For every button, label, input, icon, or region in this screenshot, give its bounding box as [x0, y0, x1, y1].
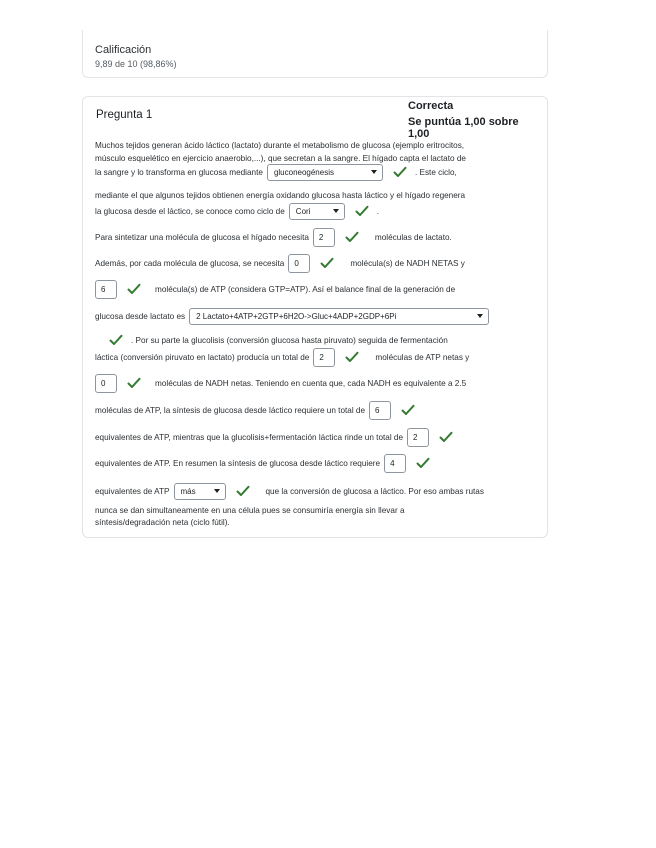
atp-total-glycolysis-input[interactable]: 2: [407, 428, 429, 447]
text-line: Muchos tejidos generan ácido láctico (lactato) durante el metabolismo de glucosa (ejemplo eritrocitos,: [95, 141, 465, 150]
text-row: [95, 348, 469, 366]
text-row: [95, 401, 423, 419]
question-state: Correcta: [408, 100, 454, 112]
check-icon: [345, 231, 359, 243]
chevron-down-icon: [214, 489, 220, 493]
text-fragment: la glucosa desde el láctico, se conoce como ciclo de: [95, 206, 285, 216]
check-icon: [236, 485, 250, 497]
text-fragment: Para sintetizar una molécula de glucosa el hígado necesita: [95, 232, 309, 242]
text-fragment: . Por su parte la glucolisis (conversión glucosa hasta piruvato) seguida de fermentación: [131, 335, 448, 345]
pathway-select[interactable]: [267, 164, 383, 181]
chevron-down-icon: [477, 314, 483, 318]
check-icon: [439, 431, 453, 443]
check-icon: [355, 205, 369, 217]
lactate-input[interactable]: 2: [313, 228, 335, 247]
nadh-glycolysis-input[interactable]: 0: [95, 374, 117, 393]
text-fragment: glucosa desde lactato es: [95, 311, 186, 321]
text-row: [103, 331, 448, 349]
text-fragment: moléculas de ATP, la síntesis de glucosa desde láctico requiere un total de: [95, 405, 366, 415]
chevron-down-icon: [333, 209, 339, 213]
question-text: [95, 140, 537, 165]
text-fragment: síntesis/degradación neta (ciclo fútil).: [95, 517, 230, 527]
chevron-down-icon: [371, 170, 377, 174]
text-fragment: equivalentes de ATP. En resumen la síntesis de glucosa desde láctico requiere: [95, 458, 381, 468]
text-row: [91, 374, 466, 392]
text-row: [95, 428, 461, 446]
text-row: [91, 280, 455, 298]
text-fragment: Además, por cada molécula de glucosa, se necesita: [95, 258, 285, 268]
text-fragment: nunca se dan simultaneamente en una célula pues se consumiría energía sin llevar a: [95, 505, 405, 515]
text-fragment: equivalentes de ATP: [95, 486, 170, 496]
question-score: Se puntúa 1,00 sobre 1,00: [408, 116, 519, 140]
check-icon: [393, 166, 407, 178]
check-icon: [320, 257, 334, 269]
nadh-input[interactable]: 0: [288, 254, 310, 273]
text-fragment: mediante el que algunos tejidos obtienen energía oxidando glucosa hasta láctico y el hígado regenera: [95, 190, 466, 200]
check-icon: [127, 283, 141, 295]
text-fragment: moléculas de lactato.: [374, 232, 452, 242]
text-fragment: molécula(s) de ATP (considera GTP=ATP). Así el balance final de la generación de: [155, 284, 456, 294]
text-fragment: que la conversión de glucosa a láctico. Por eso ambas rutas: [265, 486, 484, 496]
text-row: [95, 482, 484, 500]
check-icon: [127, 377, 141, 389]
question-header: [95, 97, 535, 140]
text-fragment: la sangre y lo transforma en glucosa mediante: [95, 167, 263, 177]
text-row: [95, 504, 405, 516]
grade-label: Calificación: [95, 44, 152, 56]
text-row: [95, 454, 438, 472]
text-row: [95, 516, 230, 528]
check-icon: [109, 334, 123, 346]
text-fragment: molécula(s) de NADH NETAS y: [350, 258, 465, 268]
select-value: más: [180, 486, 196, 496]
text-fragment: moléculas de ATP netas y: [375, 352, 470, 362]
select-value: 2 Lactato+4ATP+2GTP+6H2O->Gluc+4ADP+2GDP+6Pi: [196, 311, 397, 321]
atp-input[interactable]: 6: [95, 280, 117, 299]
balance-select[interactable]: [189, 308, 489, 325]
cycle-select[interactable]: [289, 203, 345, 220]
check-icon: [401, 404, 415, 416]
grade-value: 9,89 de 10 (98,86%): [95, 59, 177, 69]
check-icon: [345, 351, 359, 363]
text-row: [95, 254, 465, 272]
check-icon: [416, 457, 430, 469]
question-card: [82, 96, 548, 538]
text-fragment: láctica (conversión piruvato en lactato) producía un total de: [95, 352, 310, 362]
select-value: gluconeogénesis: [273, 167, 334, 177]
text-line: músculo esquelético en ejercicio anaerobio,...), que secretan a la sangre. El hígado capta el lactato de: [95, 153, 466, 163]
atp-total-synthesis-input[interactable]: 6: [369, 401, 391, 420]
atp-difference-input[interactable]: 4: [384, 454, 406, 473]
text-row: [95, 163, 457, 181]
comparison-select[interactable]: [174, 483, 226, 500]
grade-summary: [82, 30, 548, 78]
select-value: Cori: [295, 206, 311, 216]
text-fragment: moléculas de NADH netas. Teniendo en cuenta que, cada NADH es equivalente a 2.5: [155, 378, 467, 388]
text-row: [95, 307, 493, 325]
text-fragment: . Este ciclo,: [414, 167, 457, 177]
text-row: [95, 228, 452, 246]
text-fragment: .: [376, 206, 380, 216]
question-title: Pregunta 1: [96, 109, 153, 121]
text-fragment: equivalentes de ATP, mientras que la glucolisis+fermentación láctica rinde un total de: [95, 432, 404, 442]
atp-glycolysis-input[interactable]: 2: [313, 348, 335, 367]
text-row: [95, 202, 379, 220]
